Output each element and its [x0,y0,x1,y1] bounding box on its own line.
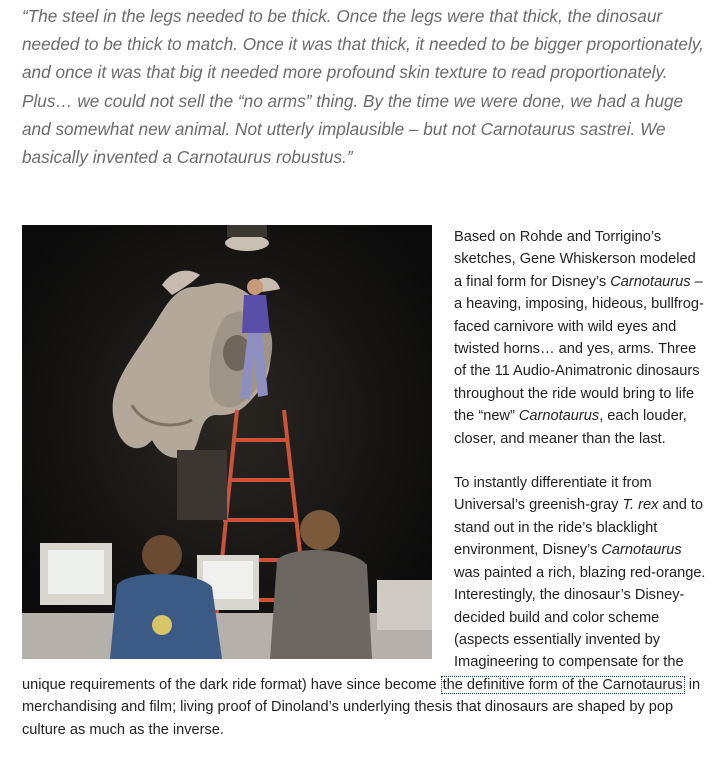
pull-quote [22,2,712,171]
carnotaurus-definitive-form-link[interactable]: the definitive form of the Carnotaurus [442,676,683,693]
text-fragment: To instantly differentiate it from Universal’s greenish-gray [454,475,652,514]
text-fragment: in merchandising and film; living proof of Dinoland’s underlying thesis that dinosaurs are shaped by pop culture as much as the inverse. [22,676,701,738]
italic-term: Carnotaurus [518,408,600,425]
article-body [22,226,707,763]
text-fragment: Based on Rohde and Torrigino’s sketches, Gene Whiskerson modeled a final form for Disney’s [454,229,696,290]
italic-term: T. rex [622,497,659,514]
text-fragment: was painted a rich, blazing red-orange. Interestingly, the dinosaur’s Disney-decided build and color scheme (aspects essentially invented by Imagineering to compensate for the unique requirements of the dark ride format) have since become [22,564,706,693]
photo-float-spacer [22,226,454,658]
text-fragment: , each louder, closer, and meaner than the last. [454,408,687,447]
text-fragment: – a heaving, imposing, hideous, bullfrog-faced carnivore with wild eyes and twisted horns… and yes, arms. Three of the 11 Audio-Animatronic dinosaurs throughout the ride would bring to life the “new” [454,273,704,425]
quote-text: “The steel in the legs needed to be thick. Once the legs were that thick, the dinosaur needed to be thick to match. Once it was that thick, it needed to be bigger proportionately, and once it was that big it needed more profound skin texture to read proportionately. Plus… we could not sell the “no arms” thing. By the time we were done, we had a huge and somewhat new animal. Not utterly implausible – but not Carnotaurus sastrei. We basically invented a Carnotaurus robustus.” [22,6,704,168]
italic-term: Carnotaurus [610,273,691,290]
italic-term: Carnotaurus [601,542,682,559]
text-fragment: and to stand out in the ride’s blacklight environment, Disney’s [454,497,704,559]
